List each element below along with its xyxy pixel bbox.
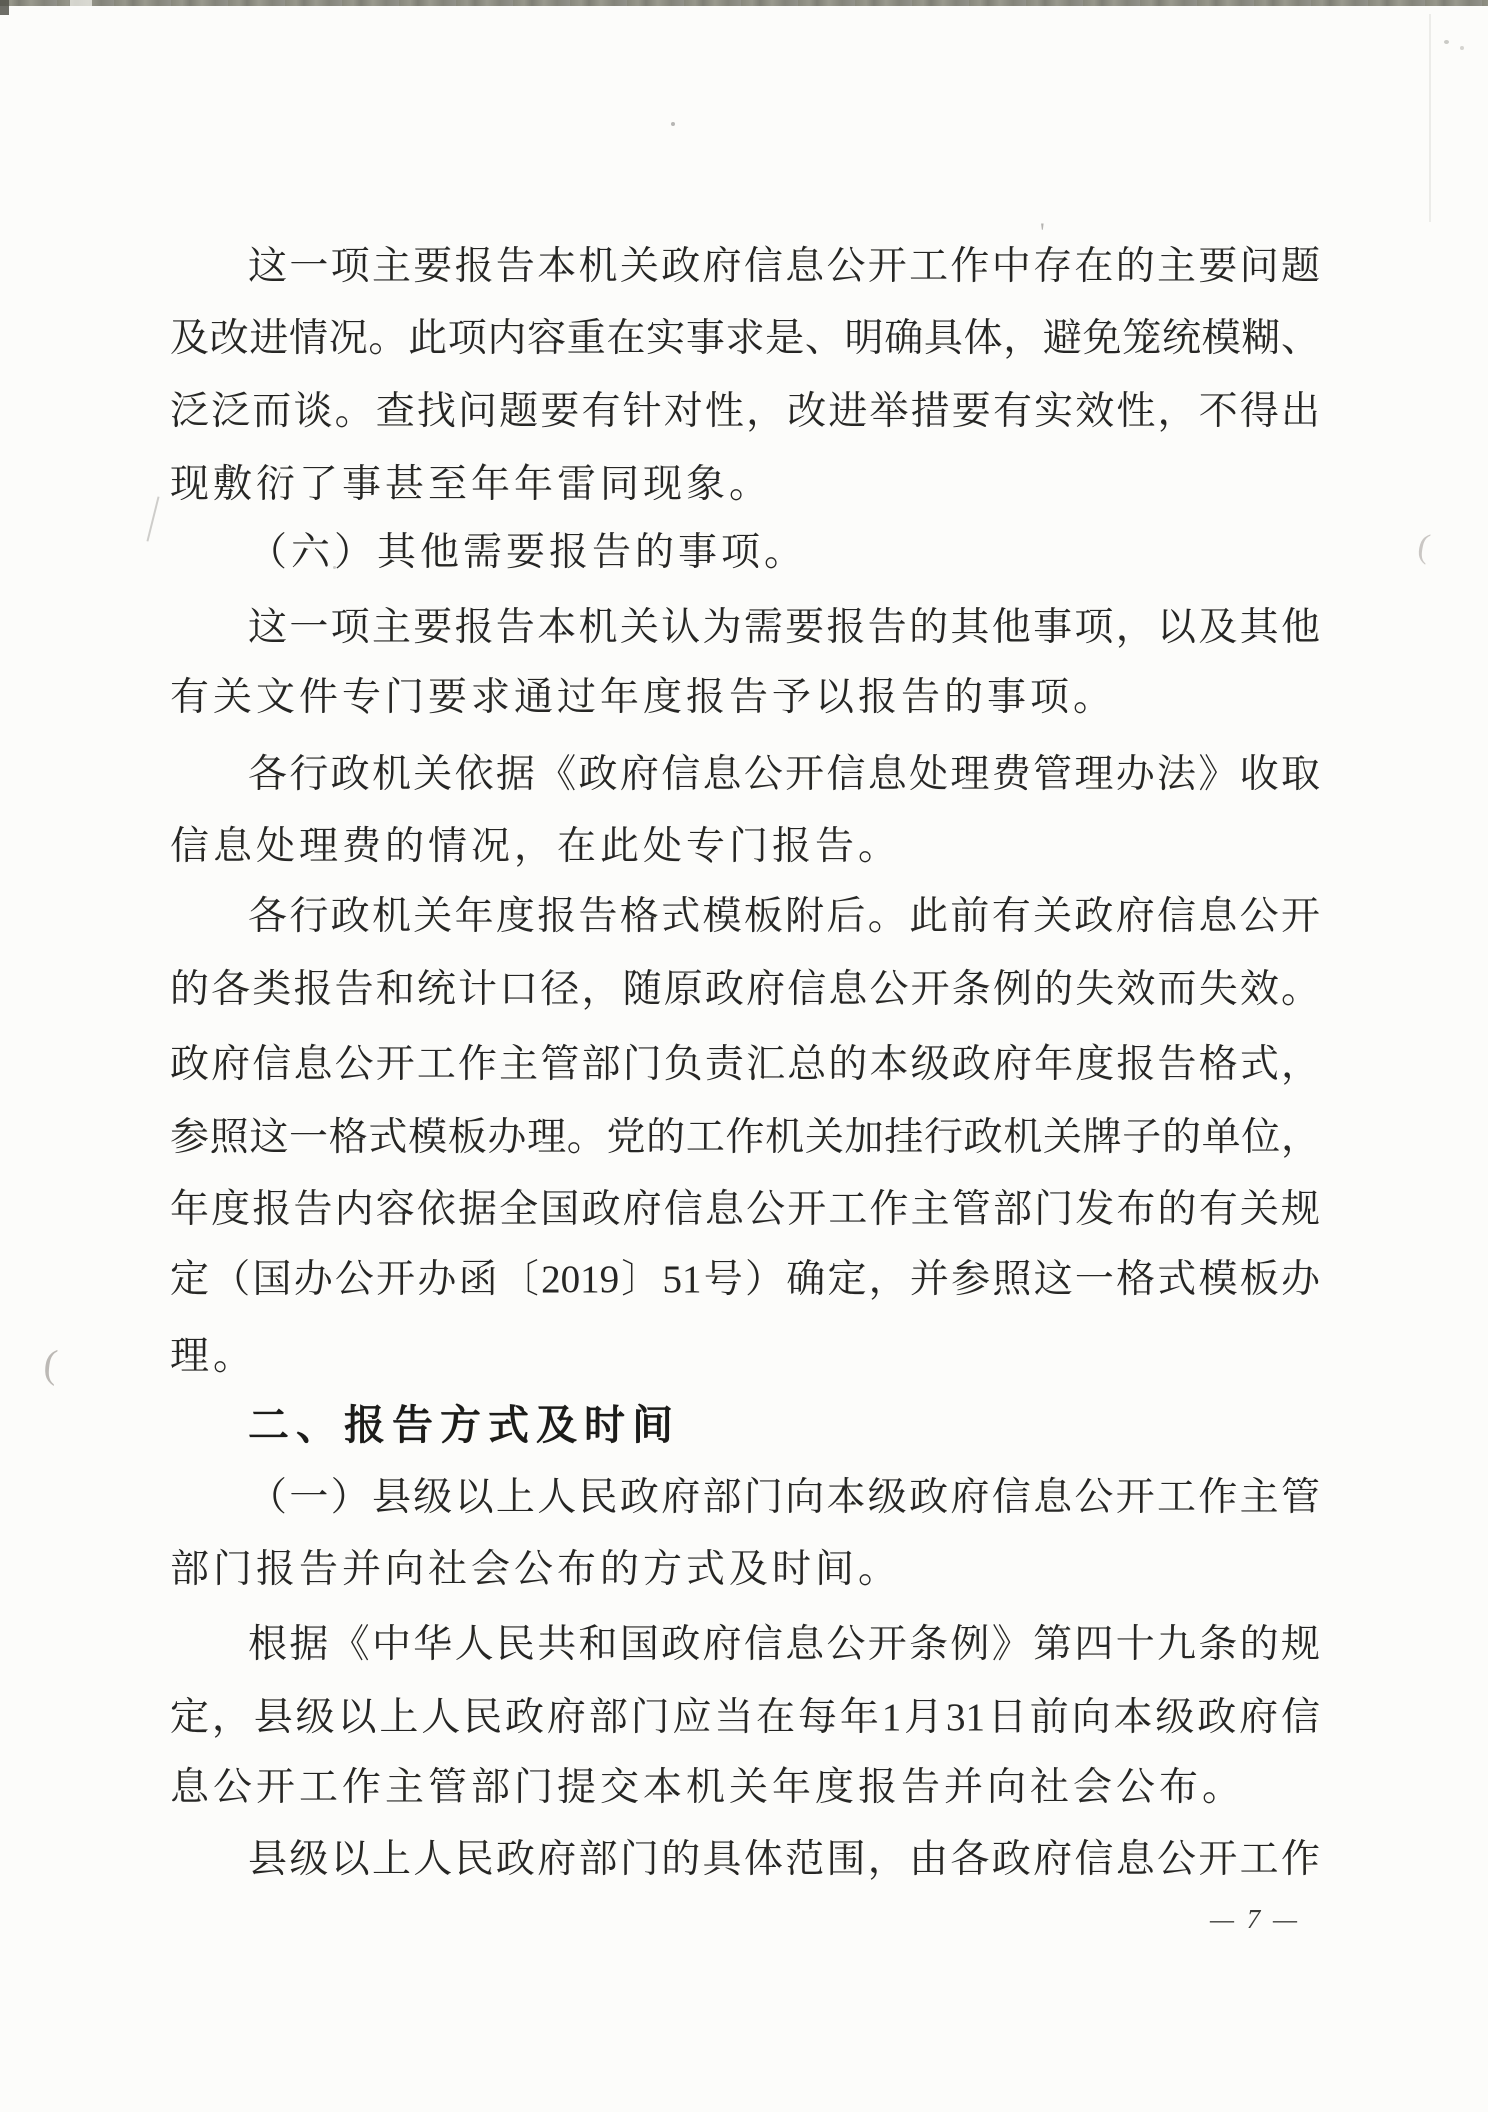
text-line: 各行政机关年度报告格式模板附后。此前有关政府信息公开 bbox=[248, 895, 1320, 938]
text-line: 部门报告并向社会公布的方式及时间。 bbox=[170, 1548, 902, 1591]
text-line: 有关文件专门要求通过年度报告予以报告的事项。 bbox=[170, 676, 1117, 719]
text-line: 信息处理费的情况，在此处专门报告。 bbox=[170, 825, 902, 868]
scan-paren-mark-right: ( bbox=[1414, 527, 1433, 566]
text-line: 县级以上人民政府部门的具体范围，由各政府信息公开工作 bbox=[248, 1838, 1320, 1881]
text-line: 这一项主要报告本机关认为需要报告的其他事项，以及其他 bbox=[248, 606, 1320, 649]
scan-slash-artifact bbox=[146, 496, 159, 541]
text-line: 政府信息公开工作主管部门负责汇总的本级政府年度报告格式， bbox=[170, 1043, 1320, 1086]
scan-apostrophe-artifact: ' bbox=[1040, 218, 1045, 247]
text-line: 息公开工作主管部门提交本机关年度报告并向社会公布。 bbox=[170, 1766, 1246, 1809]
text-line: 的各类报告和统计口径，随原政府信息公开条例的失效而失效。 bbox=[170, 968, 1320, 1011]
scan-paren-mark-left: ( bbox=[41, 1340, 60, 1387]
text-line: （一）县级以上人民政府部门向本级政府信息公开工作主管 bbox=[248, 1476, 1320, 1519]
text-line: 这一项主要报告本机关政府信息公开工作中存在的主要问题 bbox=[248, 245, 1320, 288]
scanner-edge-gap bbox=[70, 0, 92, 6]
text-line: 现敷衍了事甚至年年雷同现象。 bbox=[170, 463, 773, 506]
text-line: 各行政机关依据《政府信息公开信息处理费管理办法》收取 bbox=[248, 753, 1320, 796]
scan-speck bbox=[1444, 40, 1449, 44]
scanner-edge-corner bbox=[0, 0, 9, 15]
scanner-edge-band bbox=[0, 0, 1488, 6]
text-line: 定，县级以上人民政府部门应当在每年1月31日前向本级政府信 bbox=[170, 1696, 1320, 1739]
text-line: 定（国办公开办函〔2019〕51号）确定，并参照这一格式模板办 bbox=[170, 1258, 1320, 1301]
section-heading-line: 二、报告方式及时间 bbox=[248, 1402, 680, 1448]
text-line: （六）其他需要报告的事项。 bbox=[248, 531, 808, 574]
text-line: 泛泛而谈。查找问题要有针对性，改进举措要有实效性，不得出 bbox=[170, 390, 1320, 433]
scan-vertical-line-artifact bbox=[1429, 14, 1431, 222]
text-line: 理。 bbox=[170, 1335, 257, 1378]
scan-speck bbox=[1460, 46, 1464, 50]
text-line: 根据《中华人民共和国政府信息公开条例》第四十九条的规 bbox=[248, 1623, 1320, 1666]
text-line: 及改进情况。此项内容重在实事求是、明确具体，避免笼统模糊、 bbox=[170, 317, 1320, 360]
page-number: — 7 — bbox=[1209, 1904, 1300, 1934]
text-line: 年度报告内容依据全国政府信息公开工作主管部门发布的有关规 bbox=[170, 1188, 1320, 1231]
text-line: 参照这一格式模板办理。党的工作机关加挂行政机关牌子的单位， bbox=[170, 1116, 1320, 1159]
scan-speck bbox=[671, 122, 675, 126]
